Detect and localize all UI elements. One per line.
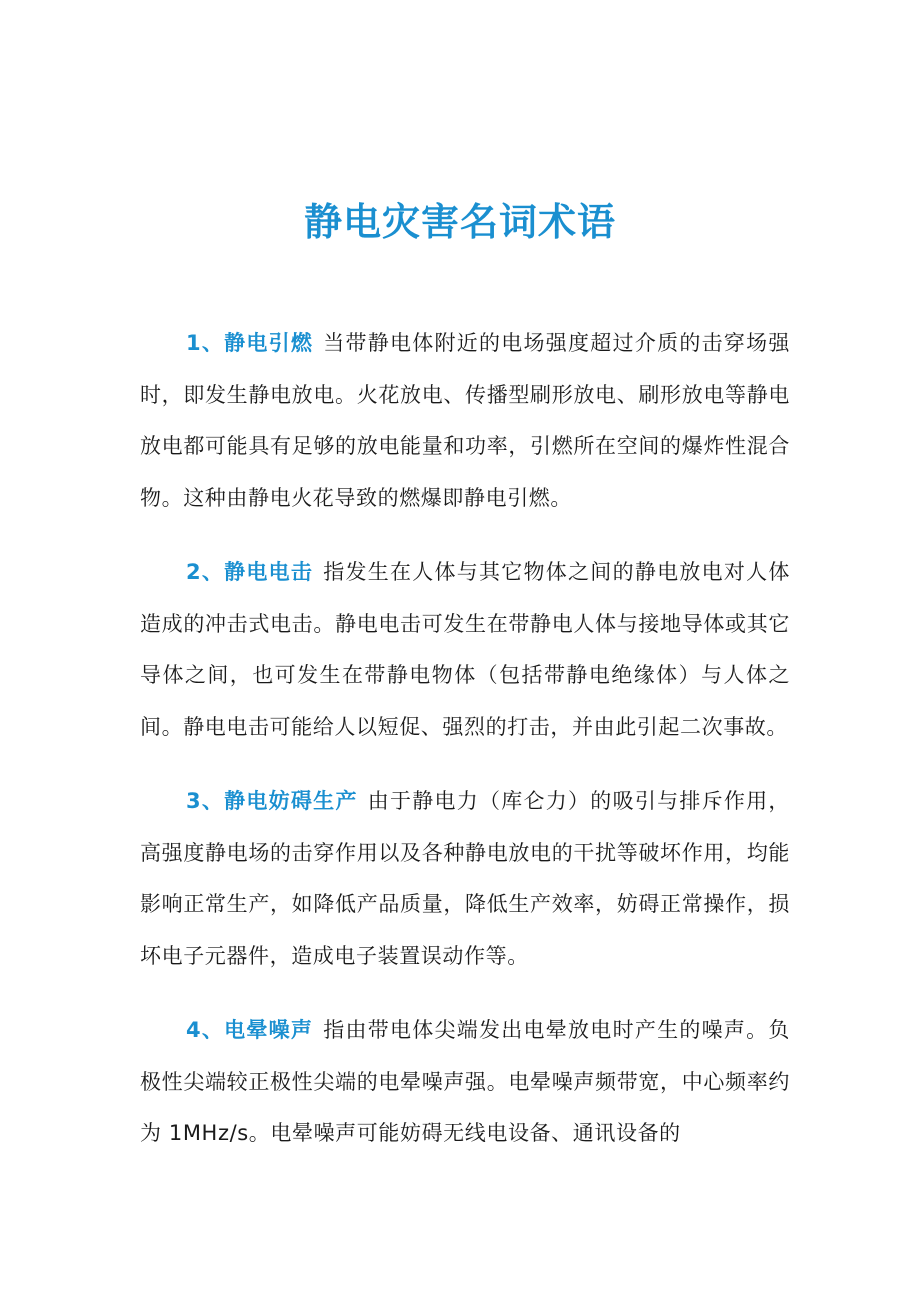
- document-body: [140, 318, 790, 1183]
- section-term-1: [186, 331, 313, 355]
- section-term-3: [186, 789, 358, 813]
- section-body-text: 指发生在人体与其它物体之间的静电放电对人体造成的冲击式电击。静电电击可发生在带静电人体与接地导体或其它导体之间，也可发生在带静电物体（包括带静电绝缘体）与人体之间。静电电击可能给人以短促、强烈的打击，并由此引起二次事故。: [140, 560, 790, 739]
- section-paragraph-4: [140, 1005, 790, 1160]
- section-number: 4、: [186, 1018, 225, 1042]
- section-body-text: 由于静电力（库仑力）的吸引与排斥作用，高强度静电场的击穿作用以及各种静电放电的干扰等破坏作用，均能影响正常生产，如降低产品质量，降低生产效率，妨碍正常操作，损坏电子元器件，造成电子装置误动作等。: [140, 789, 790, 968]
- section-paragraph-1: [140, 318, 790, 524]
- section-term-4: [186, 1018, 313, 1042]
- section-body-text: 指由带电体尖端发出电晕放电时产生的噪声。负极性尖端较正极性尖端的电晕噪声强。电晕噪声频带宽，中心频率约为 1MHz/s。电晕噪声可能妨碍无线电设备、通讯设备的: [140, 1018, 790, 1145]
- section-paragraph-2: [140, 547, 790, 753]
- section-paragraph-3: [140, 776, 790, 982]
- section-number: 2、: [186, 560, 225, 584]
- section-term-label: 静电电击: [224, 560, 314, 584]
- section-number: 1、: [186, 331, 225, 355]
- section-body-text: 当带静电体附近的电场强度超过介质的击穿场强时，即发生静电放电。火花放电、传播型刷形放电、刷形放电等静电放电都可能具有足够的放电能量和功率，引燃所在空间的爆炸性混合物。这种由静电火花导致的燃爆即静电引燃。: [140, 331, 790, 510]
- document-title: 静电灾害名词术语: [303, 200, 616, 244]
- section-term-label: 静电妨碍生产: [224, 789, 358, 813]
- section-term-2: [186, 560, 313, 584]
- section-number: 3、: [186, 789, 225, 813]
- section-term-label: 静电引燃: [224, 331, 314, 355]
- section-term-label: 电晕噪声: [224, 1018, 314, 1042]
